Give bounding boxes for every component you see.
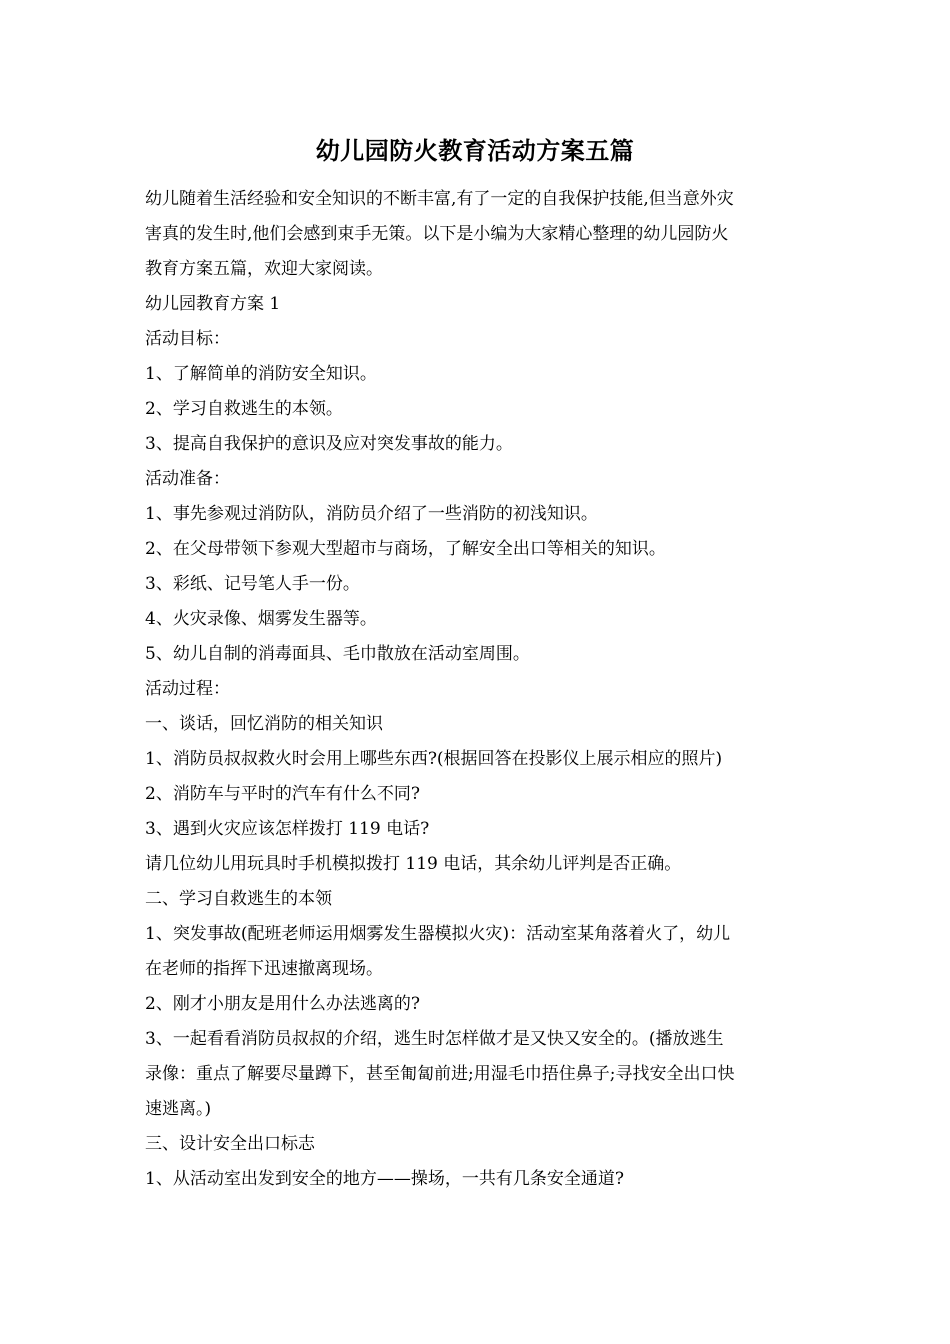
list-item: 1、突发事故(配班老师运用烟雾发生器模拟火灾)：活动室某角落着火了，幼儿 — [145, 924, 731, 944]
document-body — [145, 182, 811, 1197]
list-item: 2、刚才小朋友是用什么办法逃离的? — [145, 994, 420, 1014]
subsection-heading: 活动准备： — [145, 469, 230, 489]
list-item: 3、彩纸、记号笔人手一份。 — [145, 574, 360, 594]
list-item: 1、消防员叔叔救火时会用上哪些东西?(根据回答在投影仪上展示相应的照片) — [145, 749, 723, 769]
list-item: 2、学习自救逃生的本领。 — [145, 399, 343, 419]
body-line: 害真的发生时,他们会感到束手无策。以下是小编为大家精心整理的幼儿园防火 — [145, 224, 729, 244]
section-heading: 幼儿园教育方案 1 — [145, 294, 281, 314]
step-heading: 三、设计安全出口标志 — [145, 1134, 315, 1154]
list-item: 2、消防车与平时的汽车有什么不同? — [145, 784, 420, 804]
list-item: 3、提高自我保护的意识及应对突发事故的能力。 — [145, 434, 513, 454]
body-line: 速逃离。) — [145, 1099, 212, 1119]
body-line: 请几位幼儿用玩具时手机模拟拨打 119 电话，其余幼儿评判是否正确。 — [145, 854, 682, 874]
list-item: 1、从活动室出发到安全的地方——操场，一共有几条安全通道? — [145, 1169, 624, 1189]
list-item: 3、一起看看消防员叔叔的介绍，逃生时怎样做才是又快又安全的。(播放逃生 — [145, 1029, 724, 1049]
step-heading: 一、谈话，回忆消防的相关知识 — [145, 714, 383, 734]
list-item: 4、火灾录像、烟雾发生器等。 — [145, 609, 377, 629]
list-item: 2、在父母带领下参观大型超市与商场，了解安全出口等相关的知识。 — [145, 539, 666, 559]
body-line: 在老师的指挥下迅速撤离现场。 — [145, 959, 383, 979]
subsection-heading: 活动过程： — [145, 679, 230, 699]
list-item: 3、遇到火灾应该怎样拨打 119 电话? — [145, 819, 430, 839]
step-heading: 二、学习自救逃生的本领 — [145, 889, 332, 909]
list-item: 1、事先参观过消防队，消防员介绍了一些消防的初浅知识。 — [145, 504, 598, 524]
body-line: 教育方案五篇，欢迎大家阅读。 — [145, 259, 383, 279]
subsection-heading: 活动目标： — [145, 329, 230, 349]
list-item: 1、了解简单的消防安全知识。 — [145, 364, 377, 384]
body-line: 幼儿随着生活经验和安全知识的不断丰富,有了一定的自我保护技能,但当意外灾 — [145, 189, 734, 209]
list-item: 5、幼儿自制的消毒面具、毛巾散放在活动室周围。 — [145, 644, 530, 664]
body-line: 录像：重点了解要尽量蹲下，甚至匍匐前进;用湿毛巾捂住鼻子;寻找安全出口快 — [145, 1064, 735, 1084]
document-title: 幼儿园防火教育活动方案五篇 — [315, 136, 635, 165]
